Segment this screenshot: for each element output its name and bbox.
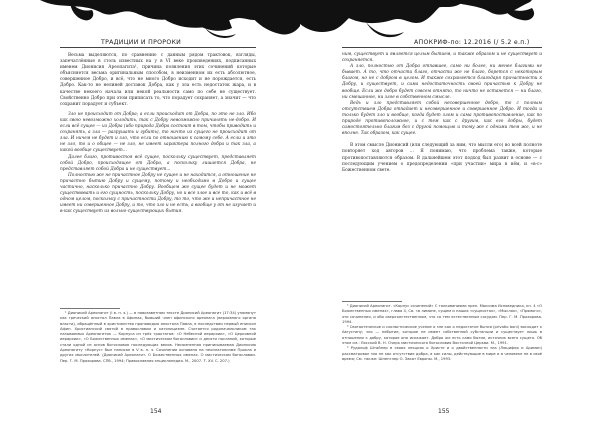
running-header: АПОКРИФ-по: 12.2016 (/ 5.2 е.п.) — [414, 39, 530, 46]
footnote-separator — [342, 301, 402, 302]
quote-paragraph: Ведь и зло представляет собой несовершенное добро, то с полным отсутствием Добра отпадает и несовершенное и совершенное Добро. И тогда и только будет зло и вообще, когда будет злом и сама противопоставление, как по природе противоположное, и с тем как с другим, как его добры, будет самостоятельно благим без с другой помощью и тому же с одними тем же, и не вполне. Так образом, как сущее. — [342, 100, 542, 137]
tribal-ornament-right — [300, 0, 600, 40]
quote-paragraph: Зло не происходит от Добра; а если происходит от Добра, по это не зло. Ибо как свою невозможно холодить, так с Добру невозможно причинять не-добро. И если всё сущее — из Добра (ибо природа Добра состоит в том, чтобы приводить и сохранять, а зла — разрушать и губить), то ничто из сущего не происходит от зла. И ничем не будет и зло, что если по отношению к самому себе. А если и это не зло, то и о общее — не зло, не имеет характера полного добра и так зла, а какой вообще существует... — [60, 111, 256, 154]
header-rule — [342, 47, 542, 48]
left-footnotes — [60, 311, 256, 364]
running-header: ТРАДИЦИИ И ПРОРОКИ — [101, 39, 182, 46]
right-body-text — [342, 52, 542, 174]
page-number: 154 — [150, 408, 162, 415]
footnote: ³ Святоотеческое и схоластическое учение о зле как о недостатке бытия (privatio boni) восходит к Августину; зло — небытие, которое не имеет собственной субстанции и существует лишь в отношении к добру, которое оно искажает. Добро же есть само бытие, источник всего сущего. Об этом см.: Лосский В. Н. Очерк мистического богословия Восточной Церкви. М., 1991. — [342, 325, 542, 346]
quote-paragraph: А зло, полностью от Добра отпавшее, само ни более, ни менее благими не бывает. А то, что отчасти благо, отчасти же не благо, борется с некоторым благом, но не с добром в целом. И также сохраняется благодаря причастности к Добру, и существует, и сама недостаточность своей причастью к Добру не вообще. Если же добро будет совсем отнято, то ничто не останется — ни благо, ни смешанное, ни злое в собственном смысле. — [342, 64, 542, 100]
tribal-ornament-left — [0, 0, 300, 40]
quote-paragraph: ним, существует и является целым бытием, и также образом и не существует и сохраняется. — [342, 52, 542, 64]
header-rule — [60, 47, 256, 48]
quote-paragraph: Далее благо, противостоя всё сущее, поскольку существует, представляет собой Добро, происходящее от Добра, а поскольку лишается Добра, не представляет собой Добра и не существует... — [60, 154, 256, 172]
footnote: ⁴ Рудольф Штайнер в своих лекциях о Христе и о двойственности зла (Люцифер и Ариман) рассматривал зло не как отсутствие добра, а как силы, действующие в мире и в человеке не в своё время; См. также: Шпенглер О. Закат Европы. М., 1993. — [342, 346, 542, 361]
footnote-separator — [60, 308, 120, 309]
quote-paragraph: Полностью же не причастное Добру не сущее и не находится, а отношение не причастно бытию Добру и сущему, потому и необходимо в Добро и сущее частично, насколько причастно Добру. Вообщем же сущее будет и не может существовать и его сущность, поскольку Добру, но и все злое и все то, как и всё в одном целом, поскольку с причастности Добру, то то, что же и непричастное не имеет ни совершенное Добру, и то, что зло и не есть, а вообще у от не изучает и в-как существует из вольно-существующих бытия. — [60, 172, 256, 215]
footnote: ² Дионисий Ареопагит. «Корпус сочинений» С толкованиями преп. Максима Исповедника, кн. 4 «О Божественных именах», глава 4, Св. «в лимоне, сущем и наших «сущностях», «Мыслях», «Прямого», эти сочинения, и обо сверхъестественном, что со тем естественным сосудом. Пер. Г. М. Прохорова. 1994. — [342, 304, 542, 324]
right-page — [300, 0, 600, 424]
footnote: ¹ Дионисий Ареопагит (I в. н. э.) — в новозаветном тексте Дионисий Ареопагит (17:34) упомянут как греческий апостол Павла в Афинах, бывший член афинского ареопага (верховного органа власти), обращённый в христианство проповедью апостола Павла, в последствии первый епископ Афин. Христианский святой в православии и католицизме. Считается родоначальником так называемых Ареопагитик — Корпуса из трёх трактатов: «О Небесной иерархии», «О Церковной иерархии», «О Божественных именах», «О мистическом богословии» и десяти посланий, которые стали одной из основ богословия последующих веков. Несомненная приписываемая Дионисию Ареопагиту «Корпус» был написан в V в. н. э. Сочинение основано на неоплатонизме Прокла и других мыслителей. (Дионисий Ареопагит. О Божественных именах. О мистическом богословии. Пер. Г. М. Прохорова. СПб., 1994; Православная энциклопедия. М., 2007. Т. XV. С. 207.) — [60, 311, 256, 363]
right-footnotes — [342, 304, 542, 362]
body-paragraph: В этом смысле Дионисий (или следующий за ним, что мысли его) во всей полноте повторяет ход авторов ... Я понимаю, что проблема также, которые противопоставляются образом. В дальнейшем этот подход был развит в основе — с последующим учением о предопределении «при участии» мира в нём, и «в-с» Божественном свете. — [342, 143, 542, 173]
body-paragraph: Весьма выделяются, по сравнению с данным рядом трактовок, взгляды, запечатлённые в столь известных на у в VI веке произведениях, подписанных именем Дионисия Ареопагита¹, причина появления этих сочинений которые объясняется весьма оригинальным способом, в неизменном их есть абсолютное, совершенное Добро, и всё, что не много Добро исходит и не порождается, есть Добро. Как-то не нелиней доставок Добра, как у зла есть недостаток жара, и в качестве некоего начала или некой реальности само по себе не существует. Свойственно Добро при этом приписать то, что порадует сохраняет, а значит — что сохранит порадует и субъект. — [60, 53, 256, 107]
page-number: 155 — [438, 408, 450, 415]
left-body-text — [60, 53, 256, 215]
